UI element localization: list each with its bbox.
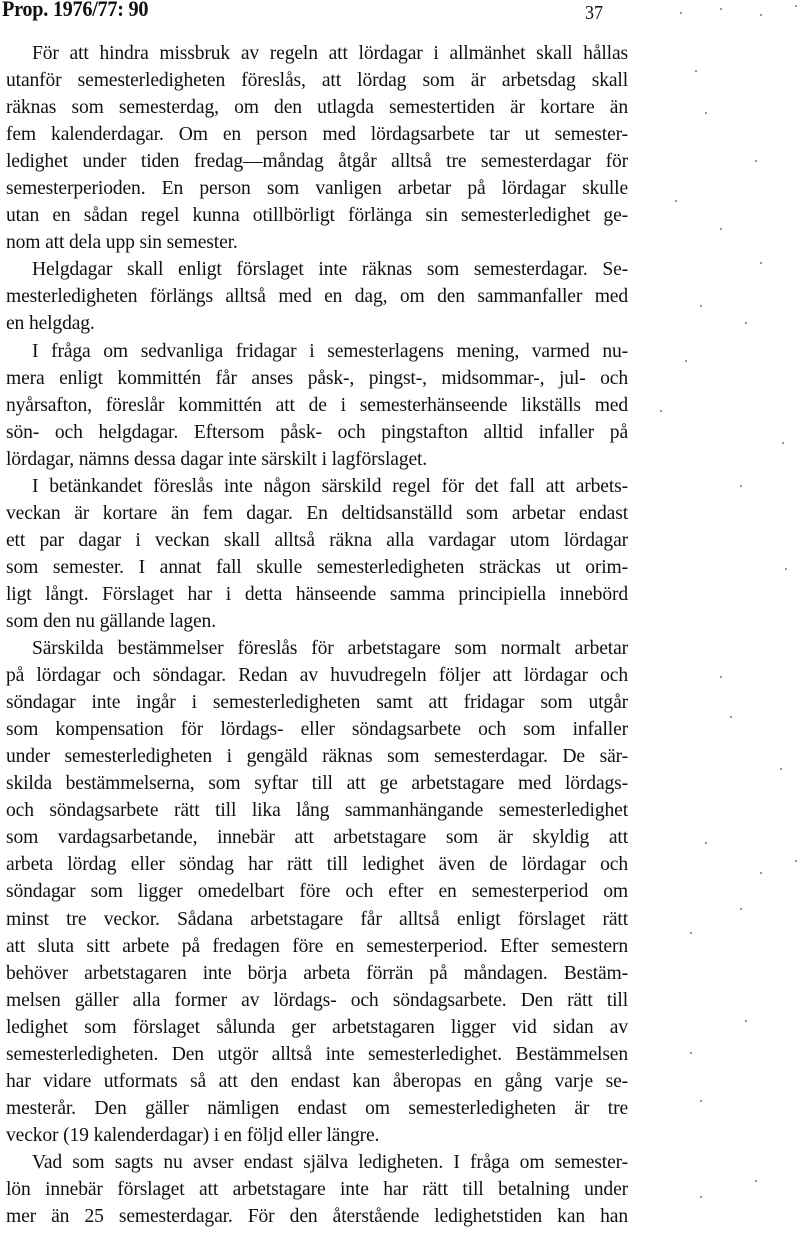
text-line: semesterperioden. En person som vanligen arbetar på lördagar skulle	[6, 178, 628, 200]
scan-speck	[700, 305, 702, 307]
paragraph	[6, 1149, 628, 1230]
scan-speck	[700, 1196, 702, 1198]
text-line: ledighet under tiden fredag—måndag åtgår alltså tre semesterdagar för	[6, 151, 628, 173]
scan-speck	[760, 262, 762, 264]
text-line: som semester. I annat fall skulle semesterledigheten sträckas ut orim-	[6, 556, 628, 578]
scan-speck	[795, 5, 797, 7]
scan-speck	[745, 1020, 747, 1022]
scan-speck	[760, 872, 762, 874]
scan-speck	[760, 14, 762, 16]
text-line: en helgdag.	[6, 313, 95, 335]
scan-speck	[720, 228, 722, 230]
text-line: som vardagsarbetande, innebär att arbetstagare som är skyldig att	[6, 827, 628, 849]
text-line: har vidare utformats så att den endast kan åberopas en gång varje se-	[6, 1070, 628, 1092]
text-line: som den nu gällande lagen.	[6, 610, 216, 632]
text-line: mesterledigheten förlängs alltså med en dag, om den sammanfaller med	[6, 286, 628, 308]
text-line: lön innebär förslaget att arbetstagare inte har rätt till betalning under	[6, 1178, 628, 1200]
text-line: Särskilda bestämmelser föreslås för arbetstagare som normalt arbetar	[32, 638, 628, 660]
scan-speck	[782, 442, 784, 444]
text-line: ligt långt. Förslaget har i detta hänseende samma principiella innebörd	[6, 583, 628, 605]
paragraph	[6, 40, 628, 256]
text-line: mera enligt kommittén får anses påsk-, pingst-, midsommar-, jul- och	[6, 367, 628, 389]
text-line: räknas som semesterdag, om den utlagda semestertiden är kortare än	[6, 97, 628, 119]
text-line: arbeta lördag eller söndag har rätt till ledighet även de lördagar och	[6, 854, 628, 876]
text-line: utan en sådan regel kunna otillbörligt förlänga sin semesterledighet ge-	[6, 205, 628, 227]
scan-speck	[720, 676, 722, 678]
text-line: utanför semesterledigheten föreslås, att lördag som är arbetsdag skall	[6, 70, 628, 92]
scan-speck	[755, 160, 757, 162]
scan-speck	[745, 322, 747, 324]
scan-speck	[795, 860, 797, 862]
text-line: på lördagar och söndagar. Redan av huvudregeln följer att lördagar och	[6, 665, 628, 687]
text-line: att sluta sitt arbete på fredagen före en semesterperiod. Efter semestern	[6, 935, 628, 957]
scan-speck	[730, 716, 732, 718]
text-line: veckor (19 kalenderdagar) i en följd eller längre.	[6, 1124, 380, 1146]
page-number: 37	[585, 2, 603, 24]
body-text	[6, 40, 628, 1230]
text-line: semesterledigheten. Den utgör alltså inte semesterledighet. Bestämmelsen	[6, 1043, 628, 1065]
text-line: minst tre veckor. Sådana arbetstagare får alltså enligt förslaget rätt	[6, 908, 628, 930]
text-line: För att hindra missbruk av regeln att lördagar i allmänhet skall hållas	[32, 43, 628, 64]
paragraph	[6, 635, 628, 1149]
scan-speck	[740, 485, 742, 487]
text-line: söndagar inte ingår i semesterledigheten samt att fridagar som utgår	[6, 692, 628, 714]
text-line: melsen gäller alla former av lördags- och söndagsarbete. Den rätt till	[6, 989, 628, 1011]
text-line: som kompensation för lördags- eller söndagsarbete och som infaller	[6, 719, 628, 741]
document-reference: Prop. 1976/77: 90	[2, 0, 149, 21]
scan-speck	[700, 1100, 702, 1102]
scan-speck	[705, 112, 707, 114]
scan-speck	[785, 568, 787, 570]
scan-speck	[685, 360, 687, 362]
text-line: mer än 25 semesterdagar. För den återstående ledighetstiden kan han	[6, 1206, 628, 1228]
paragraph	[6, 338, 628, 473]
scan-speck	[675, 200, 677, 202]
text-line: ett par dagar i veckan skall alltså räkna alla vardagar utom lördagar	[6, 529, 628, 551]
paragraph	[6, 256, 628, 337]
text-line: I betänkandet föreslås inte någon särskild regel för det fall att arbets-	[32, 475, 628, 497]
text-line: skilda bestämmelserna, som syftar till att ge arbetstagare med lördags-	[6, 773, 628, 795]
paragraph	[6, 473, 628, 635]
text-line: fem kalenderdagar. Om en person med lördagsarbete tar ut semester-	[6, 124, 628, 146]
text-line: I fråga om sedvanliga fridagar i semesterlagens mening, varmed nu-	[32, 340, 628, 362]
page-header	[0, 0, 640, 30]
text-line: söndagar som ligger omedelbart före och efter en semesterperiod om	[6, 881, 628, 903]
text-line: och söndagsarbete rätt till lika lång sammanhängande semesterledighet	[6, 800, 628, 822]
scan-speck	[720, 8, 722, 10]
text-line: Helgdagar skall enligt förslaget inte räknas som semesterdagar. Se-	[32, 259, 628, 281]
text-line: lördagar, nämns dessa dagar inte särskilt i lagförslaget.	[6, 448, 428, 470]
text-line: behöver arbetstagaren inte börja arbeta förrän på måndagen. Bestäm-	[6, 962, 628, 984]
scan-speck	[690, 932, 692, 934]
scan-speck	[695, 70, 697, 72]
scan-speck	[680, 12, 682, 14]
scan-speck	[705, 842, 707, 844]
text-line: sön- och helgdagar. Eftersom påsk- och pingstafton alltid infaller på	[6, 421, 628, 443]
text-line: ledighet som förslaget sålunda ger arbetstagaren ligger vid sidan av	[6, 1016, 628, 1038]
text-line: mesterår. Den gäller nämligen endast om semesterledigheten är tre	[6, 1097, 628, 1119]
scan-speck	[660, 410, 662, 412]
text-line: under semesterledigheten i gengäld räknas som semesterdagar. De sär-	[6, 746, 628, 768]
text-line: Vad som sagts nu avser endast själva ledigheten. I fråga om semester-	[32, 1151, 628, 1173]
text-line: nom att dela upp sin semester.	[6, 232, 238, 254]
text-line: nyårsafton, föreslår kommittén att de i semesterhänseende likställs med	[6, 394, 628, 416]
text-line: veckan är kortare än fem dagar. En deltidsanställd som arbetar endast	[6, 502, 628, 524]
scan-speck	[755, 1180, 757, 1182]
scan-speck	[690, 1052, 692, 1054]
scan-speck	[740, 908, 742, 910]
scan-speck	[780, 768, 782, 770]
